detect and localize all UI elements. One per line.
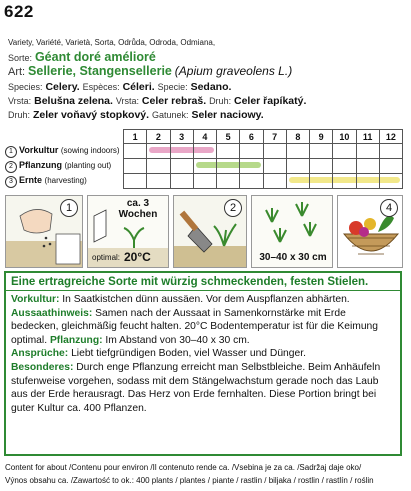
month-2: 2 bbox=[147, 130, 170, 144]
calendar-period-bar bbox=[380, 177, 400, 183]
sowing-calendar bbox=[5, 129, 403, 189]
vorkultur-heading: Vorkultur: bbox=[11, 294, 60, 305]
optimal-temperature: 20°C bbox=[124, 250, 151, 264]
names2-label-hr: Vrsta: bbox=[115, 96, 139, 106]
names2-label-cz: Druh: bbox=[209, 96, 232, 106]
row-number: 1 bbox=[5, 146, 17, 158]
picture-sowing bbox=[5, 195, 83, 268]
art-latin: (Apium graveolens L.) bbox=[174, 64, 293, 78]
product-code: 622 bbox=[4, 2, 34, 21]
names3-value-sk: Zeler voňavý stopkový. bbox=[32, 109, 150, 121]
tagline: Eine ertragreiche Sorte mit würzig schmeckenden, festen Stielen. bbox=[11, 276, 369, 288]
step-number-1: 1 bbox=[60, 199, 78, 217]
names3-label-sk: Druh: bbox=[8, 110, 31, 120]
names2-value-sl: Belušna zelena. bbox=[34, 95, 113, 107]
sorte-value: Géant doré amélioré bbox=[34, 50, 156, 64]
picture-planting bbox=[173, 195, 247, 268]
month-7: 7 bbox=[263, 130, 286, 144]
names2-value-cz: Celer řapíkatý. bbox=[234, 95, 307, 107]
row-label: Vorkultur bbox=[19, 144, 59, 155]
month-1: 1 bbox=[124, 130, 147, 144]
pflanzung-heading: Pflanzung: bbox=[49, 334, 103, 346]
sorte-label: Sorte: bbox=[8, 53, 33, 63]
row-number: 3 bbox=[5, 176, 17, 188]
art-row bbox=[8, 64, 292, 78]
calendar-period-bar bbox=[333, 177, 355, 183]
month-10: 10 bbox=[333, 130, 356, 144]
species-label-en: Species: bbox=[8, 82, 43, 92]
calendar-period-bar bbox=[171, 147, 193, 153]
calendar-period-bar bbox=[194, 147, 214, 153]
art-value: Sellerie, Stangensellerie bbox=[28, 64, 172, 78]
month-3: 3 bbox=[170, 130, 193, 144]
names3-label-pl: Gatunek: bbox=[152, 110, 189, 120]
description-box bbox=[4, 271, 402, 456]
ansprueche-text: Liebt tiefgründigen Boden, viel Wasser und Dünger. bbox=[68, 348, 306, 360]
sorte-row bbox=[8, 50, 156, 64]
month-6: 6 bbox=[240, 130, 263, 144]
species-value-it: Sedano. bbox=[190, 81, 232, 93]
row-note: (sowing indoors) bbox=[60, 145, 120, 155]
picture-harvest bbox=[337, 195, 403, 268]
month-11: 11 bbox=[356, 130, 379, 144]
species-value-fr: Céleri. bbox=[122, 81, 155, 93]
species-row bbox=[8, 81, 231, 93]
spacing-text: 30–40 x 30 cm bbox=[259, 252, 327, 263]
pflanzung-text: Im Abstand von 30–40 x 30 cm. bbox=[102, 334, 250, 346]
row-number: 2 bbox=[5, 161, 17, 173]
besonderes-text: Durch enge Pflanzung erreicht man Selbstbleiche. Beim Anhäufeln stufenweise vorgehen, sodass mit dem Stängelwachstum gerade noch das Laub aus der Erde herausragt. Das Herz von Erde fernhalten. Diese Portion bringt bei guter Kultur ca. 400 Pflanzen. bbox=[11, 361, 381, 414]
names3-value-pl: Seler naciowy. bbox=[191, 109, 264, 121]
picture-germination bbox=[87, 195, 169, 268]
species-label-it: Specie: bbox=[157, 82, 188, 92]
calendar-header-row bbox=[5, 130, 403, 144]
row-label: Pflanzung bbox=[19, 159, 62, 170]
footer-content-line-1: Content for about /Contenu pour environ /Il contenuto rende ca. /Vsebina je za ca. /Sadržaj daje oko/ bbox=[5, 463, 362, 472]
ansprueche-heading: Ansprüche: bbox=[11, 348, 69, 360]
footer-content-line-2: Výnos obsahu ca. /Zawartość to ok.: 400 plants / plantes / piante / rastlin / biljaka / rostlin / rastlín / roślin bbox=[5, 476, 374, 485]
besonderes-heading: Besonderes: bbox=[11, 361, 74, 373]
row-note: (planting out) bbox=[64, 160, 112, 170]
calendar-period-bar bbox=[357, 177, 379, 183]
row-note: (harvesting) bbox=[44, 175, 87, 185]
weeks-text: ca. 3 Wochen bbox=[118, 198, 158, 220]
instruction-pictures bbox=[5, 195, 403, 268]
calendar-period-bar bbox=[217, 162, 239, 168]
month-12: 12 bbox=[379, 130, 402, 144]
aussaat-heading: Aussaathinweis: bbox=[11, 307, 93, 319]
names-row-2 bbox=[8, 95, 306, 107]
calendar-period-bar bbox=[289, 177, 309, 183]
calendar-period-bar bbox=[149, 147, 169, 153]
species-label-fr: Espèces: bbox=[82, 82, 120, 92]
picture-spacing bbox=[251, 195, 333, 268]
month-8: 8 bbox=[286, 130, 309, 144]
description-text bbox=[6, 291, 400, 415]
optimal-label: optimal: bbox=[92, 253, 121, 262]
calendar-period-bar bbox=[240, 162, 260, 168]
calendar-row-pflanzung bbox=[5, 159, 403, 174]
calendar-row-ernte bbox=[5, 174, 403, 189]
names-row-3 bbox=[8, 109, 264, 121]
aussaat-text: Samen nach der Aussaat in Samenkornstärke mit Erde bedecken, gleichmäßig feucht halten. 20°C Bodentemperatur ist für die Keimung optimal. bbox=[11, 307, 379, 346]
species-value-en: Celery. bbox=[45, 81, 80, 93]
step-number-4: 4 bbox=[380, 199, 398, 217]
month-9: 9 bbox=[310, 130, 333, 144]
month-4: 4 bbox=[193, 130, 216, 144]
art-label: Art: bbox=[8, 66, 26, 78]
month-5: 5 bbox=[217, 130, 240, 144]
names2-label-sl: Vrsta: bbox=[8, 96, 32, 106]
variety-label: Variety, Variété, Varietà, Sorta, Odrůda, Odroda, Odmiana, bbox=[8, 38, 216, 47]
calendar-period-bar bbox=[196, 162, 216, 168]
names2-value-hr: Celer rebraš. bbox=[141, 95, 207, 107]
row-label: Ernte bbox=[19, 174, 43, 185]
calendar-period-bar bbox=[310, 177, 332, 183]
step-number-2: 2 bbox=[224, 199, 242, 217]
calendar-row-vorkultur bbox=[5, 144, 403, 159]
vorkultur-text: In Saatkistchen dünn aussäen. Vor dem Auspflanzen abhärten. bbox=[59, 294, 350, 305]
